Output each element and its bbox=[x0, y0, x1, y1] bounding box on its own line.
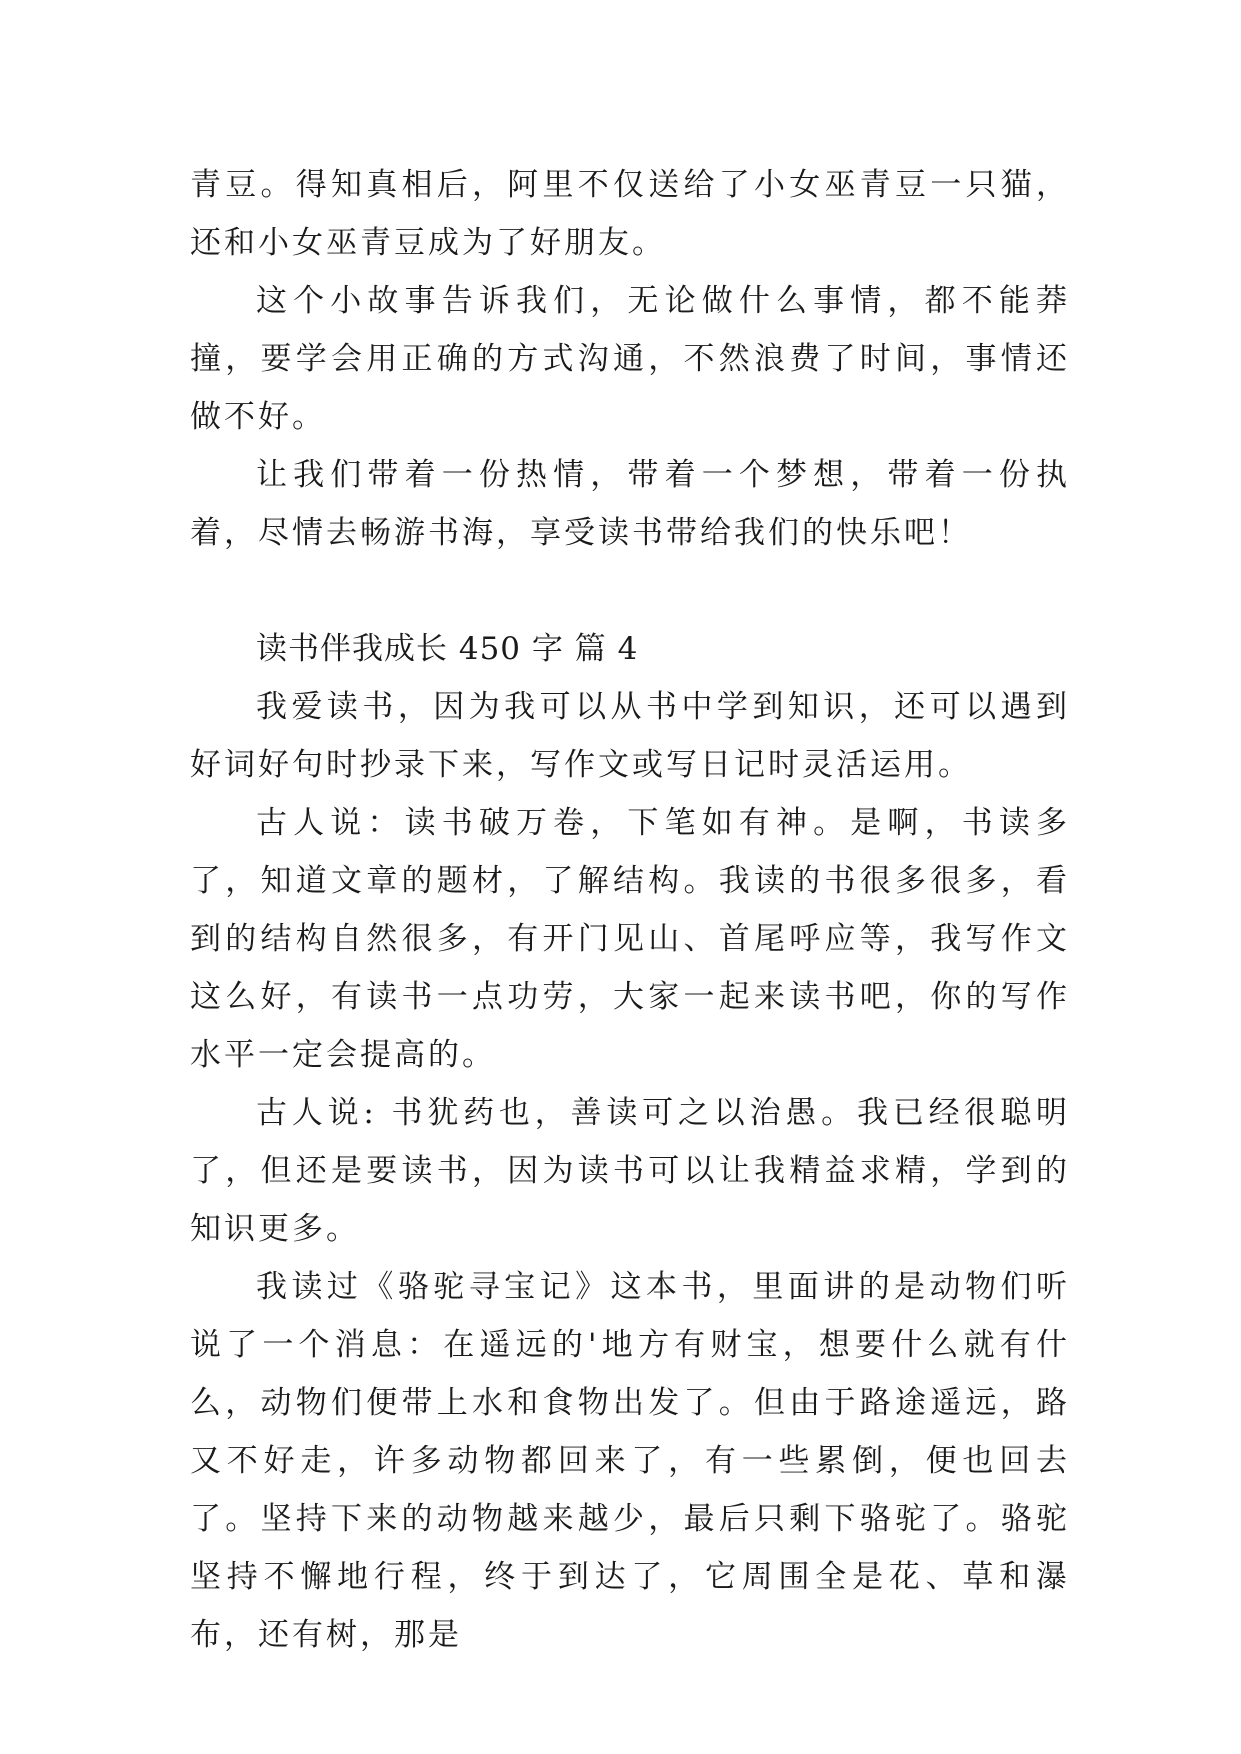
paragraph-ancient-saying-2: 古人说: 书犹药也，善读可之以治愚。我已经很聪明了，但还是要读书，因为读书可以让我精益求精，学到的知识更多。 bbox=[190, 1095, 1070, 1247]
paragraph-closing: 让我们带着一份热情，带着一个梦想，带着一份执着，尽情去畅游书海，享受读书带给我们的快乐吧！ bbox=[190, 457, 1070, 551]
paragraph-love-reading: 我爱读书，因为我可以从书中学到知识，还可以遇到好词好句时抄录下来，写作文或写日记时灵活运用。 bbox=[190, 689, 1070, 783]
document-body bbox=[190, 156, 1070, 1664]
paragraph-continuation: 青豆。得知真相后，阿里不仅送给了小女巫青豆一只猫，还和小女巫青豆成为了好朋友。 bbox=[190, 167, 1070, 261]
paragraph-moral: 这个小故事告诉我们，无论做什么事情，都不能莽撞，要学会用正确的方式沟通，不然浪费了时间，事情还做不好。 bbox=[190, 283, 1070, 435]
section-heading: 读书伴我成长 450 字 篇 4 bbox=[256, 631, 639, 667]
paragraph-ancient-saying-1: 古人说：读书破万卷，下笔如有神。是啊，书读多了，知道文章的题材，了解结构。我读的书很多很多，看到的结构自然很多，有开门见山、首尾呼应等，我写作文这么好，有读书一点功劳，大家一起来读书吧，你的写作水平一定会提高的。 bbox=[190, 805, 1070, 1073]
paragraph-camel-story: 我读过《骆驼寻宝记》这本书，里面讲的是动物们听说了一个消息：在遥远的'地方有财宝，想要什么就有什么，动物们便带上水和食物出发了。但由于路途遥远，路又不好走，许多动物都回来了，有一些累倒，便也回去了。坚持下来的动物越来越少，最后只剩下骆驼了。骆驼坚持不懈地行程，终于到达了，它周围全是花、草和瀑布，还有树，那是 bbox=[190, 1269, 1070, 1653]
